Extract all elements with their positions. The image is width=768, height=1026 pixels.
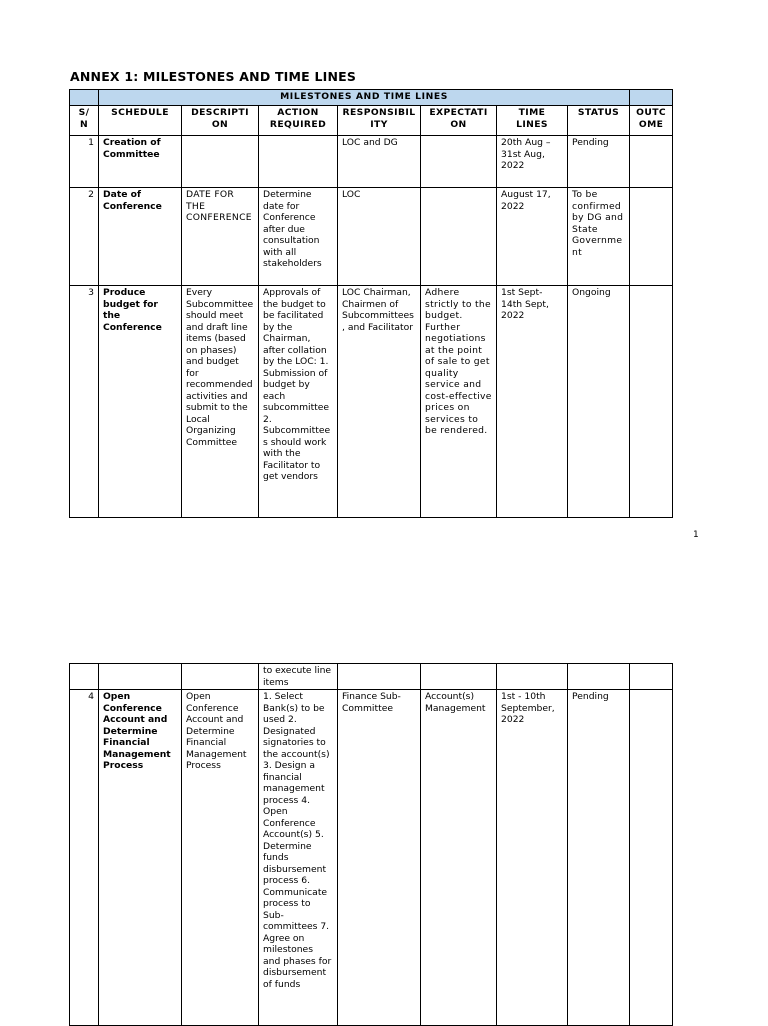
row-description: Every Subcommittee should meet and draft line items (based on phases) and budget for recommended activities and submit to the Local Organizing Committee — [182, 286, 259, 518]
annex-title: ANNEX 1: MILESTONES AND TIME LINES — [70, 69, 357, 84]
milestones-table — [69, 89, 673, 518]
row-description: Open Conference Account and Determine Financial Management Process — [182, 690, 259, 1026]
row-outcome — [630, 286, 673, 518]
table-row — [70, 286, 673, 518]
table-row — [70, 188, 673, 286]
row-description: DATE FOR THE CONFERENCE — [182, 188, 259, 286]
row-description — [182, 136, 259, 188]
row-outcome — [630, 690, 673, 1026]
row-status: Pending — [568, 136, 630, 188]
row-schedule: Date of Conference — [99, 188, 182, 286]
table-row — [70, 664, 673, 690]
row-sn: 1 — [70, 136, 99, 188]
row-sn: 4 — [70, 690, 99, 1026]
row-timelines: 1st Sept- 14th Sept, 2022 — [497, 286, 568, 518]
table-banner: MILESTONES AND TIME LINES — [99, 90, 630, 106]
row-expectation — [421, 136, 497, 188]
row-status: To be confirmed by DG and State Government — [568, 188, 630, 286]
header-description: DESCRIPTI ON — [182, 106, 259, 136]
row-outcome — [630, 188, 673, 286]
page-number: 1 — [693, 530, 699, 540]
header-expectation: EXPECTATI ON — [421, 106, 497, 136]
row-timelines: 20th Aug – 31st Aug, 2022 — [497, 136, 568, 188]
row-schedule: Open Conference Account and Determine Financial Management Process — [99, 690, 182, 1026]
row-timelines: August 17, 2022 — [497, 188, 568, 286]
row-action-continued: to execute line items — [259, 664, 338, 690]
row-action: 1. Select Bank(s) to be used 2. Designated signatories to the account(s) 3. Design a financial management process 4. Open Conference Account(s) 5. Determine funds disbursement process 6. Communicate process to Sub-committees 7. Agree on milestones and phases for disbursement of funds — [259, 690, 338, 1026]
row-expectation: Account(s) Management — [421, 690, 497, 1026]
header-row — [70, 106, 673, 136]
row-responsibility: LOC and DG — [338, 136, 421, 188]
row-action: Approvals of the budget to be facilitated by the Chairman, after collation by the LOC: 1. Submission of budget by each subcommittee 2. Subcommittees should work with the Facilitator to get vendors — [259, 286, 338, 518]
header-responsibility: RESPONSIBIL ITY — [338, 106, 421, 136]
row-timelines: 1st - 10th September, 2022 — [497, 690, 568, 1026]
row-responsibility: LOC — [338, 188, 421, 286]
row-action — [259, 136, 338, 188]
header-action: ACTION REQUIRED — [259, 106, 338, 136]
row-status: Ongoing — [568, 286, 630, 518]
table-row — [70, 690, 673, 1026]
row-responsibility: Finance Sub-Committee — [338, 690, 421, 1026]
row-sn: 3 — [70, 286, 99, 518]
header-timelines: TIME LINES — [497, 106, 568, 136]
row-expectation: Adhere strictly to the budget. Further negotiations at the point of sale to get quality service and cost-effective prices on services to be rendered. — [421, 286, 497, 518]
milestones-table-continued — [69, 663, 673, 1026]
header-schedule: SCHEDULE — [99, 106, 182, 136]
row-schedule: Produce budget for the Conference — [99, 286, 182, 518]
header-status: STATUS — [568, 106, 630, 136]
row-responsibility: LOC Chairman, Chairmen of Subcommittees, and Facilitator — [338, 286, 421, 518]
header-outcome: OUTCOME — [630, 106, 673, 136]
row-schedule: Creation of Committee — [99, 136, 182, 188]
row-expectation — [421, 188, 497, 286]
row-action: Determine date for Conference after due consultation with all stakeholders — [259, 188, 338, 286]
row-sn: 2 — [70, 188, 99, 286]
table-row — [70, 136, 673, 188]
header-sn: S/ N — [70, 106, 99, 136]
row-status: Pending — [568, 690, 630, 1026]
row-outcome — [630, 136, 673, 188]
